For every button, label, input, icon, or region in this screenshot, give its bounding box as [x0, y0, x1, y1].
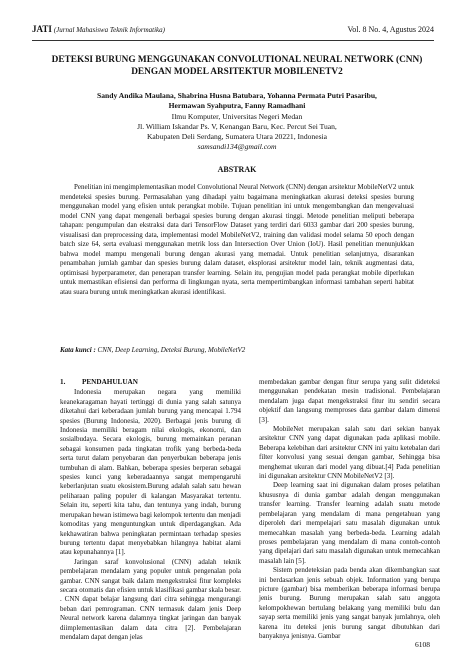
body-paragraph: membedakan gambar dengan fitur serupa yang sulit dideteksi menggunakan pendekatan mesin tradisional. Pembelajaran mendalam juga dapat mengekstraksi fitur itu sendiri secara objektif dan langsung memproses data gambar dalam dimensi [3]. [259, 378, 440, 424]
body-paragraph: Indonesia merupakan negara yang memiliki keanekaragaman hayati tertinggi di dunia yang salah satunya diketahui dari keberadaan jumlah burung yang mencapai 1.794 spesies (Burung Indonesia, 2020). Berbagai jenis burung di Indonesia memiliki beragam nilai ekologis, ekonomi, dan sosialbudaya. Secara ekologis, burung memainkan peranan sebagai konsumen pada tingkatan trofik yang berbeda-beda serta turut dalam penyebaran dan penyerbukan beberapa jenis tumbuhan di alam. Bahkan, beberapa spesies berperan sebagai spesies kunci yang keberadaannya sangat mempengaruhi keberlanjutan suatu ekosistem.Burung adalah salah satu hewan peliharaan paling populer di kalangan Masyarakat tertentu. Selain itu, seperti kita tahu, dan tentunya yang indah, burung merupakan hewan istimewa bagi kelompok tertentu dan menjadi komoditas yang menguntungkan untuk diperdagangkan. Ada kekhawatiran bahwa peningkatan permintaan terhadap spesies burung tertentu dapat menyebabkan hilangnya habitat alami atau kepunahannya [1]. [60, 388, 241, 557]
running-header [32, 24, 434, 38]
author-list [40, 91, 434, 111]
abstract-text: Penelitian ini mengimplementasikan model Convolutional Neural Network (CNN) dengan arsitektur MobileNetV2 untuk mendeteksi spesies burung. Permasalahan yang dihadapi yaitu bagaimana meningkatkan akurasi deteksi spesies burung menggunakan model yang efisien untuk perangkat mobile. Tujuan penelitian ini untuk mengembangkan dan mengevaluasi model CNN yang dapat mengenali berbagai spesies burung dengan akurasi tinggi. Metode penelitian meliputi beberapa tahapan: pengumpulan dan ekstraksi data dari TensorFlow Dataset yang terdiri dari 6033 gambar dari 200 spesies burung, visualisasi dan preprocessing data, implementasi model MobileNetV2, training dan validasi model selama 50 epoch dengan batch size 64, serta evaluasi menggunakan metrik loss dan Intersection Over Union (IoU). Hasil penelitian menunjukkan bahwa model mampu mengenali burung dengan akurasi yang memadai. Untuk penelitian selanjutnya, disarankan penambahan jumlah gambar dan spesies burung dalam dataset, eksplorasi arsitektur model lain, teknik augmentasi data, optimisasi hyperparameter, dan penerapan transfer learning. Selain itu, pengujian model pada perangkat mobile diperlukan untuk memastikan efisiensi dan performa di lingkungan nyata, serta mempertimbangkan informasi tambahan seperti habitat atau suara burung untuk meningkatkan akurasi identifikasi. [60, 183, 415, 296]
right-column [259, 378, 440, 641]
keywords-text: CNN, Deep Learning, Deteksi Burung, MobileNetV2 [97, 346, 246, 354]
keywords [60, 346, 414, 356]
body-paragraph: MobileNet merupakan salah satu dari sekian banyak arsitektur CNN yang dapat digunakan pada aplikasi mobile. Beberapa kelebihan dari arsitektur CNN ini yaitu ketebalan dari filter konvolusi yang sesuai dengan gambar, Sehingga bisa menghemat ukuran dari model yang dibuat.[4] Pada penelitian ini digunakan arsitektur CNN MobileNetV2 [3]. [259, 425, 440, 481]
author-email: samsandi134@gmail.com [197, 142, 277, 151]
journal-short-name: JATI [32, 24, 52, 34]
body-paragraph: Deep learning saat ini digunakan dalam proses pelatihan khususnya di dunia gambar adalah dengan menggunakan transfer learning. Transfer learning adalah suatu metode pembelajaran yang mendalam di mana pengetahuan yang diperoleh dari mempelajari satu masalah digunakan untuk memecahkan masalah yang berbeda-beda. Learning adalah proses pembelajaran yang mendalam di mana contoh-contoh yang dipelajari dari satu masalah digunakan untuk memecahkan masalah lain [5]. [259, 481, 440, 565]
abstract-heading: ABSTRAK [217, 165, 257, 174]
keywords-label: Kata kunci : [60, 346, 96, 354]
author-line: Sandy Andika Maulana, Shabrina Husna Batubara, Yohanna Permata Putri Pasaribu, [97, 91, 377, 100]
journal-full-name: (Jurnal Mahasiswa Teknik Informatika) [53, 26, 165, 34]
header-divider [32, 40, 434, 41]
section-title: PENDAHULUAN [82, 378, 138, 386]
page-number: 6108 [415, 640, 430, 649]
section-number: 1. [60, 378, 66, 386]
affiliation-line: Kabupaten Deli Serdang, Sumatera Utara 20221, Indonesia [146, 132, 328, 141]
affiliation-line: Jl. William Iskandar Ps. V, Kenangan Baru, Kec. Percut Sei Tuan, [137, 122, 337, 131]
author-line: Hermawan Syahputra, Fanny Ramadhani [168, 101, 306, 110]
volume-info: Vol. 8 No. 4, Agustus 2024 [347, 25, 434, 34]
journal-name [32, 24, 165, 34]
affiliation-block [40, 112, 434, 152]
affiliation-line: Ilmu Komputer, Universitas Negeri Medan [171, 112, 303, 121]
body-paragraph: Sistem pendeteksian pada benda akan dikembangkan saat ini berdasarkan jenis sebuah objek. Information yang berupa picture (gambar) bisa memberikan beberapa informasi berupa jenis burung. Burung merupakan salah satu anggota kelompokhewan bertulang belakang yang memiliki bulu dan sayap serta memiliki jenis yang sangat banyak jumlahnya, oleh karena itu deteksi jenis burung sangat dibutuhkan dari banyaknya jenisnya. Gambar [259, 566, 440, 640]
body-paragraph: Jaringan saraf konvolusional (CNN) adalah teknik pembelajaran mendalam yang populer untuk pengenalan pola gambar. CNN sangat baik dalam mengekstraksi fitur kompleks secara otomatis dan efisien untuk klasifikasi gambar skala besar. . CNN dapat belajar langsung dari citra sehingga mengurangi beban dari pemrograman. CNN termasuk dalam jenis Deep Neural network karena dalamnya tingkat jaringan dan banyak diimplementasikan dalam data citra [2]. Pembelajaran mendalam dapat dengan jelas [60, 557, 241, 641]
paper-title: DETEKSI BURUNG MENGGUNAKAN CONVOLUTIONAL NEURAL NETWORK (CNN) DENGAN MODEL ARSITEKTUR MOBILENETV2 [51, 55, 423, 77]
left-column [60, 378, 241, 642]
section-heading [60, 378, 241, 387]
